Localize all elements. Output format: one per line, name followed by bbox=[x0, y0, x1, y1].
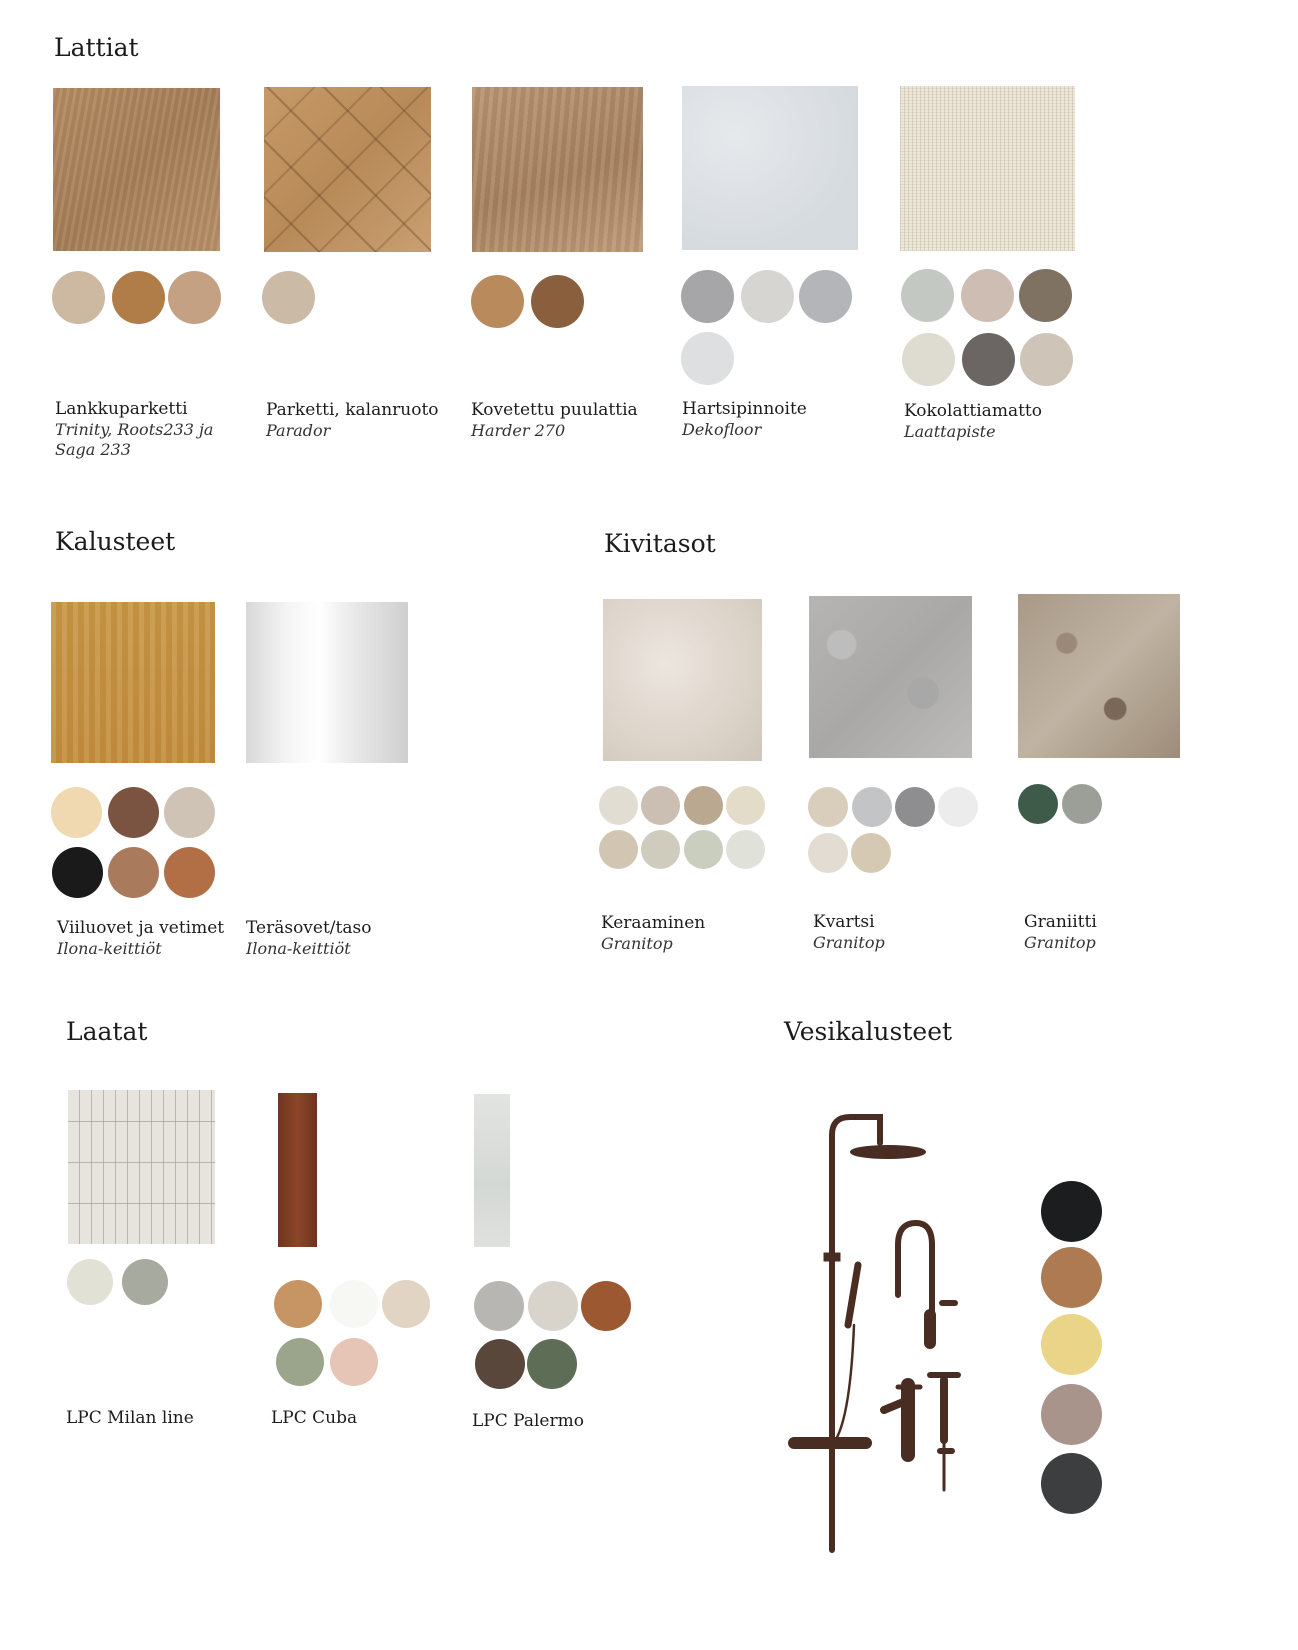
furniture-sample-terasovet bbox=[246, 602, 408, 763]
color-swatch bbox=[581, 1281, 631, 1331]
product-brand: Parador bbox=[266, 421, 331, 441]
color-swatch bbox=[741, 270, 794, 323]
floor-sample-lankkuparketti bbox=[53, 88, 220, 251]
color-swatch bbox=[1019, 269, 1072, 322]
color-swatch bbox=[471, 275, 524, 328]
color-swatch bbox=[599, 786, 638, 825]
color-swatch bbox=[382, 1280, 430, 1328]
product-name: Kvartsi bbox=[813, 912, 875, 932]
product-name: Viiluovet ja vetimet bbox=[57, 918, 225, 938]
product-brand: Trinity, Roots233 ja bbox=[55, 420, 214, 440]
color-swatch bbox=[330, 1338, 378, 1386]
color-swatch bbox=[474, 1281, 524, 1331]
section-title-laatat: Laatat bbox=[66, 1017, 148, 1046]
color-swatch bbox=[1041, 1314, 1102, 1375]
color-swatch bbox=[164, 787, 215, 838]
color-swatch bbox=[851, 833, 891, 873]
color-swatch bbox=[276, 1338, 324, 1386]
label-milan-line bbox=[66, 1408, 194, 1429]
color-swatch bbox=[122, 1259, 168, 1305]
floor-sample-parketti-kalanruoto bbox=[264, 87, 431, 252]
product-name: Teräsovet/taso bbox=[246, 918, 372, 938]
product-brand: Granitop bbox=[601, 934, 673, 954]
label-lankkuparketti bbox=[55, 399, 245, 460]
color-swatch bbox=[808, 787, 848, 827]
color-swatch bbox=[1018, 784, 1058, 824]
color-swatch bbox=[901, 269, 954, 322]
color-swatch bbox=[799, 270, 852, 323]
stone-sample-kvartsi bbox=[809, 596, 972, 758]
color-swatch bbox=[274, 1280, 322, 1328]
color-swatch bbox=[852, 787, 892, 827]
color-swatch bbox=[1041, 1384, 1102, 1445]
product-brand: Laattapiste bbox=[904, 422, 996, 442]
color-swatch bbox=[1041, 1453, 1102, 1514]
product-brand: Harder 270 bbox=[471, 421, 566, 441]
product-name: Kovetettu puulattia bbox=[471, 400, 638, 420]
color-swatch bbox=[599, 830, 638, 869]
product-brand: Ilona-keittiöt bbox=[246, 939, 351, 959]
color-swatch bbox=[108, 847, 159, 898]
color-swatch bbox=[684, 830, 723, 869]
label-cuba bbox=[271, 1408, 357, 1429]
color-swatch bbox=[108, 787, 159, 838]
product-brand: Dekofloor bbox=[682, 420, 762, 440]
stone-sample-keraaminen bbox=[603, 599, 762, 761]
color-swatch bbox=[1020, 333, 1073, 386]
label-kovetettu-puulattia bbox=[471, 400, 638, 441]
label-kokolattiamatto bbox=[904, 401, 1042, 442]
color-swatch bbox=[531, 275, 584, 328]
stone-sample-graniitti bbox=[1018, 594, 1180, 758]
section-title-lattiat: Lattiat bbox=[54, 33, 139, 62]
color-swatch bbox=[641, 830, 680, 869]
color-swatch bbox=[330, 1280, 378, 1328]
floor-sample-kokolattiamatto bbox=[900, 86, 1075, 251]
faucet-illustration bbox=[780, 1105, 1000, 1565]
color-swatch bbox=[262, 271, 315, 324]
label-hartsipinnoite bbox=[682, 399, 807, 440]
product-name: Kokolattiamatto bbox=[904, 401, 1042, 421]
color-swatch bbox=[164, 847, 215, 898]
label-kvartsi bbox=[813, 912, 885, 953]
color-swatch bbox=[808, 833, 848, 873]
product-brand: Granitop bbox=[813, 933, 885, 953]
color-swatch bbox=[681, 332, 734, 385]
label-viiluovet bbox=[57, 918, 224, 959]
color-swatch bbox=[1041, 1247, 1102, 1308]
color-swatch bbox=[52, 271, 105, 324]
tile-sample-palermo bbox=[474, 1094, 510, 1247]
color-swatch bbox=[475, 1339, 525, 1389]
color-swatch bbox=[641, 786, 680, 825]
color-swatch bbox=[684, 786, 723, 825]
product-name: Graniitti bbox=[1024, 912, 1097, 932]
product-name: Keraaminen bbox=[601, 913, 706, 933]
color-swatch bbox=[168, 271, 221, 324]
section-title-vesikalusteet: Vesikalusteet bbox=[784, 1017, 953, 1046]
product-name: Lankkuparketti bbox=[55, 399, 188, 419]
product-name: Parketti, kalanruoto bbox=[266, 400, 439, 420]
color-swatch bbox=[51, 787, 102, 838]
product-name: LPC Palermo bbox=[472, 1411, 584, 1431]
tile-sample-milan-line bbox=[68, 1090, 215, 1244]
color-swatch bbox=[528, 1281, 578, 1331]
label-graniitti bbox=[1024, 912, 1097, 953]
section-title-kivitasot: Kivitasot bbox=[604, 529, 716, 558]
product-name: Hartsipinnoite bbox=[682, 399, 807, 419]
color-swatch bbox=[1062, 784, 1102, 824]
color-swatch bbox=[681, 270, 734, 323]
product-brand: Ilona-keittiöt bbox=[57, 939, 162, 959]
color-swatch bbox=[67, 1259, 113, 1305]
tile-sample-cuba bbox=[278, 1093, 317, 1247]
color-swatch bbox=[902, 333, 955, 386]
label-palermo bbox=[472, 1411, 584, 1432]
label-parketti-kalanruoto bbox=[266, 400, 439, 441]
color-swatch bbox=[52, 847, 103, 898]
color-swatch bbox=[726, 830, 765, 869]
floor-sample-kovetettu-puulattia bbox=[472, 87, 643, 252]
color-swatch bbox=[726, 786, 765, 825]
color-swatch bbox=[961, 269, 1014, 322]
color-swatch bbox=[938, 787, 978, 827]
label-keraaminen bbox=[601, 913, 705, 954]
color-swatch bbox=[112, 271, 165, 324]
section-title-kalusteet: Kalusteet bbox=[55, 527, 176, 556]
color-swatch bbox=[962, 333, 1015, 386]
product-name: LPC Milan line bbox=[66, 1408, 194, 1428]
product-brand: Saga 233 bbox=[55, 440, 131, 460]
floor-sample-hartsipinnoite bbox=[682, 86, 858, 250]
color-swatch bbox=[895, 787, 935, 827]
color-swatch bbox=[1041, 1181, 1102, 1242]
color-swatch bbox=[527, 1339, 577, 1389]
label-terasovet bbox=[246, 918, 371, 959]
furniture-sample-viiluovet bbox=[51, 602, 215, 763]
product-name: LPC Cuba bbox=[271, 1408, 358, 1428]
product-brand: Granitop bbox=[1024, 933, 1096, 953]
